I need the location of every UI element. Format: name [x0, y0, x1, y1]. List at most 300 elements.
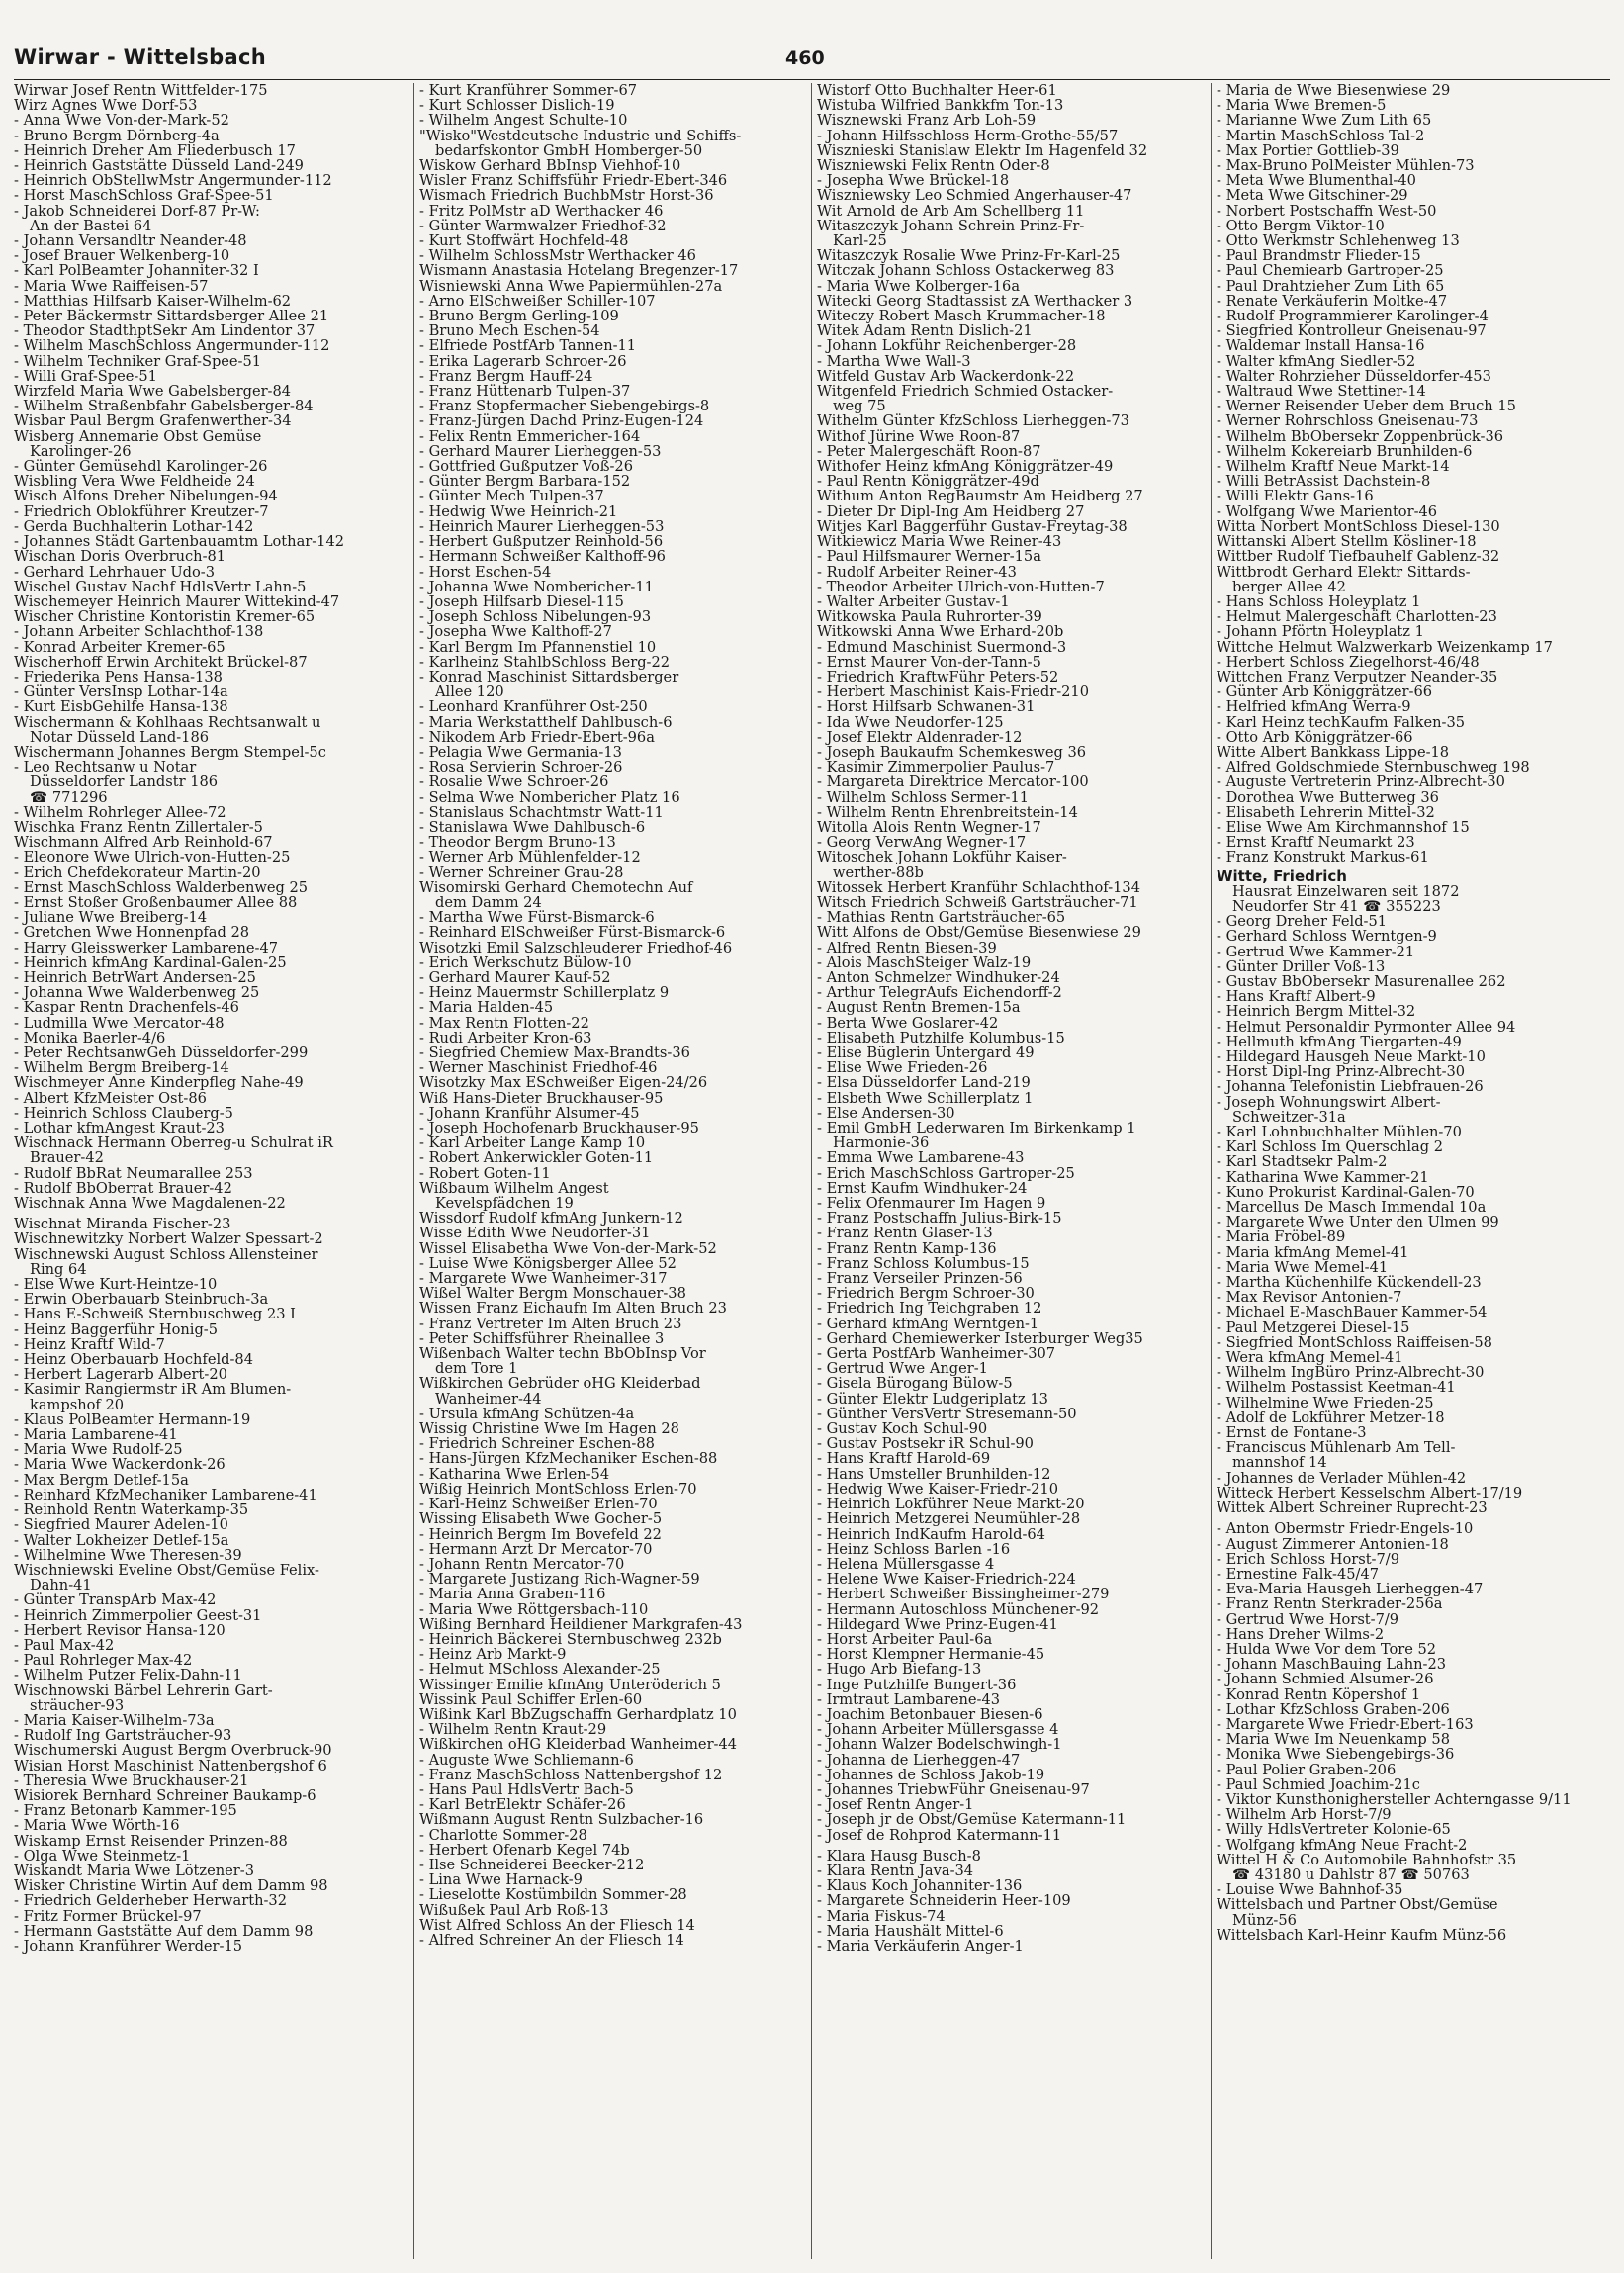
- column-divider: [413, 83, 414, 2259]
- directory-entry: - Maria Kaiser-Wilhelm-73a: [14, 1712, 215, 1729]
- directory-entry: - Horst Klempner Hermanie-45: [817, 1647, 1045, 1663]
- directory-entry: - Bruno Mech Eschen-54: [419, 323, 600, 339]
- directory-entry: - Wilhelm Schloss Sermer-11: [817, 789, 1030, 805]
- directory-entry-heading: Witte, Friedrich: [1217, 868, 1347, 884]
- directory-entry: - Gerhard kfmAng Werntgen-1: [817, 1316, 1039, 1331]
- page-number: 460: [785, 47, 825, 69]
- directory-entry: - Wilhelm Rentn Ehrenbreitstein-14: [817, 804, 1078, 820]
- directory-entry: - Johannes TriebwFühr Gneisenau-97: [817, 1781, 1090, 1798]
- directory-entry: - Günter Gemüsehdl Karolinger-26: [14, 459, 268, 475]
- directory-entry: - Kurt Kranführer Sommer-67: [419, 83, 638, 99]
- directory-entry: - Hulda Wwe Vor dem Tore 52: [1217, 1641, 1437, 1658]
- directory-entry: - Renate Verkäuferin Moltke-47: [1217, 293, 1448, 310]
- directory-entry: - Hermann Schweißer Kalthoff-96: [419, 549, 666, 565]
- directory-entry: Wißmann August Rentn Sulzbacher-16: [419, 1812, 704, 1828]
- directory-entry: Wittelsbach Karl-Heinr Kaufm Münz-56: [1217, 1927, 1507, 1943]
- directory-entry: - Margarete Justizang Rich-Wagner-59: [419, 1572, 700, 1588]
- directory-entry: Wissen Franz Eichaufn Im Alten Bruch 23: [419, 1301, 727, 1317]
- directory-entry: - Erich Werkschutz Bülow-10: [419, 955, 632, 970]
- directory-entry: - Joseph Hochofenarb Bruckhauser-95: [419, 1121, 699, 1136]
- directory-entry: - Johann Kranführer Werder-15: [14, 1938, 243, 1955]
- directory-entry: - Margarete Wwe Wanheimer-317: [419, 1271, 668, 1287]
- directory-entry: - Johann Versandltr Neander-48: [14, 233, 247, 249]
- directory-entry: - Else Andersen-30: [817, 1105, 955, 1122]
- directory-entry: - Margarete Schneiderin Heer-109: [817, 1893, 1071, 1909]
- directory-entry: - Willi Elektr Gans-16: [1217, 489, 1374, 504]
- directory-entry: - Heinz Arb Markt-9: [419, 1647, 567, 1663]
- directory-entry: - Siegfried Chemiew Max-Brandts-36: [419, 1046, 690, 1061]
- directory-entry: - Paul Schmied Joachim-21c: [1217, 1776, 1420, 1792]
- directory-entry: - Wilhelm Rohrleger Allee-72: [14, 804, 226, 820]
- directory-entry: - Peter Malergeschäft Roon-87: [817, 443, 1041, 460]
- directory-entry: - Gerhard Maurer Lierheggen-53: [419, 443, 662, 460]
- directory-entry: Wittbrodt Gerhard Elektr Sittards-: [1217, 564, 1471, 580]
- directory-entry: - Maria Fröbel-89: [1217, 1229, 1346, 1245]
- directory-entry: - Louise Wwe Bahnhof-35: [1217, 1882, 1403, 1898]
- directory-entry: - Heinrich Metzgerei Neumühler-28: [817, 1511, 1081, 1527]
- page-header: [14, 40, 1610, 79]
- directory-entry: - Elise Wwe Am Kirchmannshof 15: [1217, 819, 1470, 836]
- directory-entry: - Hans Kraftf Harold-69: [817, 1451, 991, 1467]
- directory-entry: bedarfskontor GmbH Homberger-50: [435, 142, 703, 159]
- directory-entry: - Heinrich Bergm Im Bovefeld 22: [419, 1526, 662, 1542]
- directory-entry: - Heinrich IndKaufm Harold-64: [817, 1526, 1045, 1542]
- directory-entry: - Wilhelm MaschSchloss Angermunder-112: [14, 338, 330, 354]
- directory-entry: Wißußek Paul Arb Roß-13: [419, 1902, 609, 1918]
- directory-entry: - Paul Max-42: [14, 1637, 115, 1654]
- directory-entry: - Wilhelm Postassist Keetman-41: [1217, 1380, 1456, 1396]
- directory-entry: - Otto Bergm Viktor-10: [1217, 218, 1385, 234]
- directory-entry: - Alfred Rentn Biesen-39: [817, 940, 997, 955]
- directory-entry: - Felix Ofenmaurer Im Hagen 9: [817, 1196, 1046, 1212]
- directory-entry: Wischnack Hermann Oberreg-u Schulrat iR: [14, 1136, 333, 1151]
- directory-entry: - Luise Wwe Königsberger Allee 52: [419, 1255, 677, 1272]
- directory-entry: Brauer-42: [30, 1150, 104, 1166]
- directory-entry: - Franz Stopfermacher Siebengebirgs-8: [419, 399, 710, 414]
- directory-entry: - Eleonore Wwe Ulrich-von-Hutten-25: [14, 850, 291, 865]
- directory-entry: Witecki Georg Stadtassist zA Werthacker 3: [817, 293, 1133, 310]
- directory-entry: - Heinrich Gaststätte Düsseld Land-249: [14, 158, 304, 174]
- directory-entry: - Max Portier Gottlieb-39: [1217, 142, 1399, 159]
- directory-entry: - Maria kfmAng Memel-41: [1217, 1244, 1409, 1260]
- directory-entry: Wischmann Alfred Arb Reinhold-67: [14, 835, 273, 851]
- directory-entry: "Wisko"Westdeutsche Industrie und Schiffs-: [419, 128, 742, 143]
- directory-entry: - Karl BetrElektr Schäfer-26: [419, 1797, 626, 1813]
- directory-entry: Witte Albert Bankkass Lippe-18: [1217, 744, 1450, 761]
- directory-entry: - Wera kfmAng Memel-41: [1217, 1350, 1403, 1366]
- directory-entry: - Rudolf BbRat Neumarallee 253: [14, 1165, 253, 1181]
- directory-entry: - Franz Rentn Glaser-13: [817, 1226, 993, 1241]
- directory-entry: - Else Wwe Kurt-Heintze-10: [14, 1277, 218, 1293]
- directory-entry: mannshof 14: [1232, 1455, 1327, 1471]
- directory-entry: - Theodor StadthptSekr Am Lindentor 37: [14, 323, 316, 339]
- directory-entry: - Leonhard Kranführer Ost-250: [419, 699, 648, 715]
- directory-entry: Wissel Elisabetha Wwe Von-der-Mark-52: [419, 1240, 717, 1256]
- directory-entry: - Robert Ankerwickler Goten-11: [419, 1150, 654, 1166]
- directory-entry: - Martha Wwe Wall-3: [817, 353, 971, 369]
- directory-entry: Wanheimer-44: [435, 1391, 542, 1407]
- directory-entry: - Johannes de Verlader Mühlen-42: [1217, 1470, 1467, 1486]
- directory-entry: - Hans Paul HdlsVertr Bach-5: [419, 1781, 634, 1798]
- directory-entry: - Monika Wwe Siebengebirgs-36: [1217, 1747, 1455, 1763]
- directory-entry: - Hans Dreher Wilms-2: [1217, 1626, 1385, 1642]
- directory-entry: - Joseph Baukaufm Schemkesweg 36: [817, 744, 1087, 761]
- directory-entry: - Helmut Malergeschäft Charlotten-23: [1217, 609, 1497, 625]
- directory-entry: - Karl Stadtsekr Palm-2: [1217, 1154, 1388, 1170]
- directory-entry: Kevelspfädchen 19: [435, 1196, 574, 1212]
- directory-entry: - Günter TranspArb Max-42: [14, 1592, 217, 1608]
- directory-entry: Wissinger Emilie kfmAng Unteröderich 5: [419, 1677, 721, 1692]
- directory-entry: - Johanna Telefonistin Liebfrauen-26: [1217, 1079, 1484, 1095]
- directory-entry: - Hermann Arzt Dr Mercator-70: [419, 1541, 653, 1557]
- directory-entry: - Erika Lagerarb Schroer-26: [419, 353, 627, 369]
- directory-entry: Witjes Karl Baggerführ Gustav-Freytag-38: [817, 518, 1128, 535]
- directory-entry: - Theodor Arbeiter Ulrich-von-Hutten-7: [817, 579, 1105, 594]
- directory-entry: - Paul Metzgerei Diesel-15: [1217, 1319, 1410, 1335]
- directory-entry: - Rudolf Ing Gartsträucher-93: [14, 1728, 232, 1744]
- directory-entry: - Max Bergm Detlef-15a: [14, 1472, 189, 1488]
- directory-entry: - Maria Wwe Wackerdonk-26: [14, 1457, 226, 1473]
- directory-entry: Witolla Alois Rentn Wegner-17: [817, 819, 1041, 836]
- directory-entry: - Wilhelmine Wwe Theresen-39: [14, 1547, 242, 1563]
- directory-entry: - Rosalie Wwe Schroer-26: [419, 774, 609, 790]
- directory-entry: Wißkirchen Gebrüder oHG Kleiderbad: [419, 1376, 701, 1392]
- directory-entry: Wischel Gustav Nachf HdlsVertr Lahn-5: [14, 579, 307, 594]
- directory-entry: - Max Rentn Flotten-22: [419, 1015, 589, 1031]
- directory-entry: - Gerda Buchhalterin Lothar-142: [14, 518, 254, 535]
- directory-entry: Witeczy Robert Masch Krummacher-18: [817, 309, 1106, 324]
- directory-entry: - Maria Wwe Raiffeisen-57: [14, 278, 209, 294]
- directory-entry: Wischniewski Eveline Obst/Gemüse Felix-: [14, 1562, 319, 1579]
- directory-entry: - Helmut MSchloss Alexander-25: [419, 1662, 661, 1678]
- directory-entry: - Johanna Wwe Nombericher-11: [419, 579, 654, 594]
- directory-entry: Witczak Johann Schloss Ostackerweg 83: [817, 263, 1115, 279]
- directory-entry: - Lothar kfmAngest Kraut-23: [14, 1121, 225, 1136]
- directory-entry: - Wilhelm Rentn Kraut-29: [419, 1722, 607, 1738]
- directory-entry: - Peter RechtsanwGeh Düsseldorfer-299: [14, 1046, 309, 1061]
- directory-entry: Harmonie-36: [833, 1136, 930, 1151]
- directory-entry: - Olga Wwe Steinmetz-1: [14, 1848, 191, 1864]
- directory-entry: - Klara Rentn Java-34: [817, 1863, 974, 1879]
- directory-entry: - Werner Schreiner Grau-28: [419, 864, 624, 880]
- directory-entry: Karolinger-26: [30, 443, 132, 460]
- directory-entry: - Hedwig Wwe Kaiser-Friedr-210: [817, 1481, 1058, 1498]
- directory-entry: - Erich Chefdekorateur Martin-20: [14, 864, 261, 880]
- directory-entry: - Franz Vertreter Im Alten Bruch 23: [419, 1316, 682, 1331]
- directory-entry: - Dieter Dr Dipl-Ing Am Heidberg 27: [817, 503, 1085, 519]
- directory-entry: - Wilhelm Putzer Felix-Dahn-11: [14, 1668, 242, 1683]
- directory-entry: - Maria Wwe Kolberger-16a: [817, 278, 1021, 294]
- directory-entry: Wischka Franz Rentn Zillertaler-5: [14, 819, 263, 836]
- directory-entry: - Maria Wwe Im Neuenkamp 58: [1217, 1732, 1450, 1748]
- directory-entry: Wirwar Josef Rentn Wittfelder-175: [14, 83, 268, 99]
- directory-entry: Wißkirchen oHG Kleiderbad Wanheimer-44: [419, 1737, 738, 1753]
- directory-entry: - Peter Schiffsführer Rheinallee 3: [419, 1330, 665, 1347]
- directory-entry: - Johann Rentn Mercator-70: [419, 1556, 625, 1573]
- directory-entry: Wisiorek Bernhard Schreiner Baukamp-6: [14, 1787, 316, 1804]
- directory-entry: - Franz Betonarb Kammer-195: [14, 1803, 237, 1819]
- directory-entry: Münz-56: [1232, 1912, 1297, 1928]
- directory-entry: - Martha Küchenhilfe Kückendell-23: [1217, 1275, 1482, 1291]
- directory-entry: - Heinrich Bergm Mittel-32: [1217, 1004, 1416, 1020]
- directory-entry: - Emil GmbH Lederwaren Im Birkenkamp 1: [817, 1121, 1136, 1136]
- directory-entry: - Ernst MaschSchloss Walderbenweg 25: [14, 879, 309, 895]
- directory-entry: - Franz Rentn Kamp-136: [817, 1240, 997, 1256]
- directory-entry: Wischermann & Kohlhaas Rechtsanwalt u: [14, 714, 321, 730]
- directory-entry: - Günter Driller Voß-13: [1217, 958, 1386, 974]
- directory-entry: - Friedrich KraftwFühr Peters-52: [817, 669, 1059, 685]
- directory-entry: - Fritz PolMstr aD Werthacker 46: [419, 203, 664, 219]
- directory-entry: - Gustav Koch Schul-90: [817, 1421, 988, 1437]
- directory-entry: - Charlotte Sommer-28: [419, 1827, 587, 1843]
- directory-entry: - Rudolf BbOberrat Brauer-42: [14, 1180, 232, 1197]
- directory-entry: - Anton Schmelzer Windhuker-24: [817, 969, 1060, 986]
- directory-entry: - Friederika Pens Hansa-138: [14, 669, 223, 685]
- directory-entry: werther-88b: [833, 864, 924, 880]
- directory-entry: - Karl PolBeamter Johanniter-32 I: [14, 263, 259, 279]
- directory-entry: - Franz Konstrukt Markus-61: [1217, 850, 1429, 865]
- directory-entry: - Klaus Koch Johanniter-136: [817, 1878, 1023, 1894]
- directory-entry: - Gustav BbObersekr Masurenallee 262: [1217, 973, 1506, 990]
- directory-entry: dem Damm 24: [435, 894, 542, 911]
- directory-entry: - Maria Fiskus-74: [817, 1908, 946, 1924]
- column-1: [14, 83, 407, 2259]
- directory-entry: - Josef Rentn Anger-1: [817, 1797, 974, 1813]
- directory-entry: Karl-25: [833, 233, 887, 249]
- directory-entry: - Elise Wwe Frieden-26: [817, 1060, 988, 1076]
- directory-entry: - Friedrich Ing Teichgraben 12: [817, 1301, 1042, 1317]
- directory-entry: Wißenbach Walter techn BbObInsp Vor: [419, 1346, 706, 1362]
- directory-entry: - Horst Hilfsarb Schwanen-31: [817, 699, 1036, 715]
- directory-entry: Wirz Agnes Wwe Dorf-53: [14, 98, 198, 114]
- directory-entry: - Ludmilla Wwe Mercator-48: [14, 1015, 225, 1031]
- directory-entry: - Johannes Städt Gartenbauamtm Lothar-142: [14, 534, 345, 550]
- directory-entry: - Günter Warmwalzer Friedhof-32: [419, 218, 667, 234]
- directory-entry: - Herbert Schweißer Bissingheimer-279: [817, 1587, 1110, 1602]
- directory-entry: Witkowska Paula Ruhrorter-39: [817, 609, 1042, 625]
- column-2: [419, 83, 805, 2259]
- directory-entry: Allee 120: [435, 684, 504, 700]
- directory-entry: - Helene Wwe Kaiser-Friedrich-224: [817, 1572, 1076, 1588]
- directory-entry: Wittel H & Co Automobile Bahnhofstr 35: [1217, 1852, 1517, 1867]
- directory-entry: - Alois MaschSteiger Walz-19: [817, 955, 1032, 970]
- directory-entry: - Herbert Schloss Ziegelhorst-46/48: [1217, 654, 1480, 670]
- directory-entry: - Kuno Prokurist Kardinal-Galen-70: [1217, 1184, 1475, 1201]
- directory-entry: - Herbert Lagerarb Albert-20: [14, 1367, 227, 1383]
- directory-entry: - Rosa Servierin Schroer-26: [419, 760, 623, 775]
- directory-entry: - Heinrich Schloss Clauberg-5: [14, 1105, 233, 1122]
- directory-entry: Wischermann Johannes Bergm Stempel-5c: [14, 744, 326, 761]
- directory-entry: - Johanna Wwe Walderbenweg 25: [14, 985, 260, 1001]
- directory-entry: - Ida Wwe Neudorfer-125: [817, 714, 1004, 730]
- directory-entry: - Katharina Wwe Kammer-21: [1217, 1169, 1429, 1185]
- directory-entry: ☎ 43180 u Dahlstr 87 ☎ 50763: [1232, 1866, 1470, 1883]
- directory-entry: - Nikodem Arb Friedr-Ebert-96a: [419, 729, 655, 745]
- directory-entry: - Erwin Oberbauarb Steinbruch-3a: [14, 1292, 269, 1308]
- directory-entry: - Selma Wwe Nombericher Platz 16: [419, 789, 680, 805]
- directory-entry: - Wolfgang Wwe Marientor-46: [1217, 503, 1438, 519]
- directory-entry: - Franz Verseiler Prinzen-56: [817, 1271, 1023, 1287]
- directory-entry: - Konrad Rentn Köpershof 1: [1217, 1686, 1421, 1702]
- directory-entry: Wittanski Albert Stellm Kösliner-18: [1217, 534, 1477, 550]
- directory-entry: - Siegfried Kontrolleur Gneisenau-97: [1217, 323, 1487, 339]
- directory-entry: dem Tore 1: [435, 1361, 518, 1377]
- directory-entry: An der Bastei 64: [30, 218, 152, 234]
- directory-entry: Wit Arnold de Arb Am Schellberg 11: [817, 203, 1085, 219]
- directory-entry: Wisker Christine Wirtin Auf dem Damm 98: [14, 1878, 328, 1894]
- directory-entry: - Bruno Bergm Gerling-109: [419, 309, 619, 324]
- directory-entry: - Elsa Düsseldorfer Land-219: [817, 1075, 1031, 1091]
- directory-entry: - Wilhelm BbObersekr Zoppenbrück-36: [1217, 428, 1504, 444]
- directory-entry: - Margarete Wwe Unter den Ulmen 99: [1217, 1215, 1499, 1230]
- directory-entry: - Paul Brandmstr Flieder-15: [1217, 248, 1421, 264]
- directory-entry: - Edmund Maschinist Suermond-3: [817, 639, 1067, 655]
- directory-entry: - Werner Arb Mühlenfelder-12: [419, 850, 641, 865]
- directory-entry: Neudorfer Str 41 ☎ 355223: [1232, 898, 1441, 915]
- directory-entry: - Auguste Wwe Schliemann-6: [419, 1752, 634, 1768]
- directory-entry: - Emma Wwe Lambarene-43: [817, 1150, 1025, 1166]
- directory-entry: - Heinz Kraftf Wild-7: [14, 1336, 165, 1353]
- directory-entry: Withelm Günter KfzSchloss Lierheggen-73: [817, 413, 1129, 429]
- directory-entry: Wischnat Miranda Fischer-23: [14, 1217, 231, 1232]
- directory-entry: - Joachim Betonbauer Biesen-6: [817, 1706, 1043, 1723]
- directory-entry: Witoschek Johann Lokführ Kaiser-: [817, 850, 1067, 865]
- directory-entry: - Berta Wwe Goslarer-42: [817, 1015, 999, 1031]
- directory-entry: - Otto Werkmstr Schlehenweg 13: [1217, 233, 1460, 249]
- directory-entry: - Johanna de Lierheggen-47: [817, 1752, 1021, 1768]
- directory-entry: - Meta Wwe Gitschiner-29: [1217, 188, 1408, 204]
- directory-entry: Wiszniewski Felix Rentn Oder-8: [817, 158, 1050, 174]
- directory-entry: Witgenfeld Friedrich Schmied Ostacker-: [817, 384, 1114, 400]
- directory-entry: - Karl Schloss Im Querschlag 2: [1217, 1139, 1444, 1155]
- directory-entry: Witkiewicz Maria Wwe Reiner-43: [817, 534, 1062, 550]
- directory-entry: Witek Adam Rentn Dislich-21: [817, 323, 1033, 339]
- directory-entry: - Gertrud Wwe Kammer-21: [1217, 944, 1415, 959]
- directory-entry: - Alfred Goldschmiede Sternbuschweg 198: [1217, 760, 1530, 775]
- directory-entry: - Wilhelmine Wwe Frieden-25: [1217, 1395, 1434, 1410]
- directory-entry: sträucher-93: [30, 1697, 125, 1713]
- directory-entry: - Rudolf Arbeiter Reiner-43: [817, 564, 1017, 580]
- directory-entry: - Maria Wwe Rudolf-25: [14, 1442, 183, 1458]
- directory-entry: - Wilhelm Kraftf Neue Markt-14: [1217, 459, 1450, 475]
- directory-entry: - Johann MaschBauing Lahn-23: [1217, 1657, 1447, 1673]
- directory-entry: - Irmtraut Lambarene-43: [817, 1691, 1001, 1707]
- directory-entry: - Franciscus Mühlenarb Am Tell-: [1217, 1440, 1456, 1456]
- directory-entry: - Konrad Arbeiter Kremer-65: [14, 639, 226, 655]
- directory-entry: - Franz Rentn Sterkrader-256a: [1217, 1596, 1443, 1612]
- directory-entry: - Theresia Wwe Bruckhauser-21: [14, 1773, 249, 1788]
- directory-entry: - Herbert Revisor Hansa-120: [14, 1622, 226, 1638]
- directory-entry: - Wilhelm Arb Horst-7/9: [1217, 1807, 1392, 1823]
- directory-entry: - Werner Rohrschloss Gneisenau-73: [1217, 413, 1479, 429]
- directory-entry: - Willi BetrAssist Dachstein-8: [1217, 474, 1431, 490]
- directory-entry: - Gisela Bürogang Bülow-5: [817, 1376, 1013, 1392]
- column-divider: [811, 83, 812, 2259]
- directory-entry: - Gerhard Lehrhauer Udo-3: [14, 564, 215, 580]
- column-4: [1217, 83, 1610, 2259]
- directory-entry: - Heinrich Maurer Lierheggen-53: [419, 518, 665, 535]
- directory-entry: - Paul Polier Graben-206: [1217, 1762, 1397, 1777]
- directory-entry: - Heinrich BetrWart Andersen-25: [14, 969, 256, 986]
- directory-entry: - Willy HdlsVertreter Kolonie-65: [1217, 1822, 1451, 1838]
- directory-entry: Witaszczyk Johann Schrein Prinz-Fr-: [817, 218, 1085, 234]
- directory-entry: Wiskamp Ernst Reisender Prinzen-88: [14, 1833, 288, 1849]
- directory-entry: - Elisabeth Putzhilfe Kolumbus-15: [817, 1030, 1065, 1046]
- directory-entry: - Rudolf Programmierer Karolinger-4: [1217, 309, 1489, 324]
- directory-entry: berger Allee 42: [1232, 579, 1346, 594]
- directory-entry: - Paul Rentn Königgrätzer-49d: [817, 474, 1039, 490]
- directory-entry: Wisler Franz Schiffsführ Friedr-Ebert-346: [419, 173, 728, 189]
- directory-entry: - Elsbeth Wwe Schillerplatz 1: [817, 1090, 1034, 1106]
- directory-entry: - Hermann Autoschloss Münchener-92: [817, 1601, 1100, 1617]
- directory-entry: - Ernst Kaufm Windhuker-24: [817, 1180, 1028, 1197]
- directory-entry: - Gerhard Chemiewerker Isterburger Weg35: [817, 1330, 1143, 1347]
- directory-entry: Wiß Hans-Dieter Bruckhauser-95: [419, 1090, 664, 1106]
- directory-entry: Wischnowski Bärbel Lehrerin Gart-: [14, 1682, 273, 1698]
- directory-entry: Wisznieski Stanislaw Elektr Im Hagenfeld 32: [817, 142, 1148, 159]
- directory-entry: Witteck Herbert Kesselschm Albert-17/19: [1217, 1485, 1523, 1501]
- directory-entry: - Wolfgang kfmAng Neue Fracht-2: [1217, 1837, 1468, 1853]
- directory-entry: - August Rentn Bremen-15a: [817, 1000, 1021, 1016]
- directory-entry: - Juliane Wwe Breiberg-14: [14, 910, 208, 926]
- directory-entry: - Walter Rohrzieher Düsseldorfer-453: [1217, 368, 1491, 385]
- directory-entry: Wischumerski August Bergm Overbruck-90: [14, 1743, 332, 1759]
- directory-entry: - Josef Elektr Aldenrader-12: [817, 729, 1023, 745]
- directory-entry: - Alfred Schreiner An der Fliesch 14: [419, 1932, 684, 1949]
- directory-entry: - Maria Wwe Wörth-16: [14, 1818, 180, 1834]
- directory-entry: - Auguste Vertreterin Prinz-Albrecht-30: [1217, 774, 1505, 790]
- directory-entry: - Albert KfzMeister Ost-86: [14, 1090, 207, 1106]
- directory-entry: - Wilhelm Kokereiarb Brunhilden-6: [1217, 443, 1473, 460]
- directory-entry: - Maria Haushält Mittel-6: [817, 1923, 1004, 1939]
- directory-entry: - Margareta Direktrice Mercator-100: [817, 774, 1089, 790]
- directory-entry: - Paul Drahtzieher Zum Lith 65: [1217, 278, 1445, 294]
- directory-entry: - Max Revisor Antonien-7: [1217, 1290, 1402, 1306]
- directory-entry: - Stanislawa Wwe Dahlbusch-6: [419, 819, 646, 836]
- directory-entry: Wischmeyer Anne Kinderpfleg Nahe-49: [14, 1075, 304, 1091]
- directory-entry: Wisch Alfons Dreher Nibelungen-94: [14, 489, 278, 504]
- directory-entry: - Max-Bruno PolMeister Mühlen-73: [1217, 158, 1475, 174]
- directory-entry: - Joseph Schloss Nibelungen-93: [419, 609, 652, 625]
- directory-entry: - Kurt EisbGehilfe Hansa-138: [14, 699, 228, 715]
- directory-entry: Wißbaum Wilhelm Angest: [419, 1180, 609, 1197]
- directory-entry: Wittber Rudolf Tiefbauhelf Gablenz-32: [1217, 549, 1500, 565]
- directory-entry: - Johannes de Schloss Jakob-19: [817, 1767, 1045, 1782]
- directory-entry: - Günter Bergm Barbara-152: [419, 474, 631, 490]
- directory-entry: - Franz Hüttenarb Tulpen-37: [419, 384, 631, 400]
- directory-entry: - Jakob Schneiderei Dorf-87 Pr-W:: [14, 203, 260, 219]
- directory-entry: - Kasimir Rangiermstr iR Am Blumen-: [14, 1382, 292, 1398]
- directory-entry: Wißig Heinrich MontSchloss Erlen-70: [419, 1481, 697, 1498]
- directory-entry: - Maria Werkstatthelf Dahlbusch-6: [419, 714, 673, 730]
- directory-columns: [14, 83, 1610, 2259]
- directory-entry: - Gerhard Schloss Werntgen-9: [1217, 929, 1437, 945]
- directory-entry: Wist Alfred Schloss An der Fliesch 14: [419, 1917, 695, 1933]
- directory-entry: - Helena Müllersgasse 4: [817, 1556, 995, 1573]
- directory-entry: - Josepha Wwe Kalthoff-27: [419, 624, 612, 640]
- directory-entry: - Leo Rechtsanw u Notar: [14, 760, 197, 775]
- directory-entry: - Ernst Maurer Von-der-Tann-5: [817, 654, 1041, 670]
- directory-entry: Wisotzki Emil Salzschleuderer Friedhof-46: [419, 940, 733, 955]
- directory-entry: - Johann Walzer Bodelschwingh-1: [817, 1737, 1062, 1753]
- directory-entry: - Heinz Mauermstr Schillerplatz 9: [419, 985, 670, 1001]
- directory-entry: - Matthias Hilfsarb Kaiser-Wilhelm-62: [14, 293, 292, 310]
- directory-entry: - Walter kfmAng Siedler-52: [1217, 353, 1416, 369]
- directory-entry: Witt Alfons de Obst/Gemüse Biesenwiese 29: [817, 925, 1141, 941]
- directory-entry: - Viktor Kunsthonighersteller Achterngasse 9/11: [1217, 1791, 1572, 1808]
- directory-entry: - Hans Schloss Holeyplatz 1: [1217, 593, 1421, 610]
- directory-entry: Wittche Helmut Walzwerkarb Weizenkamp 17: [1217, 639, 1553, 655]
